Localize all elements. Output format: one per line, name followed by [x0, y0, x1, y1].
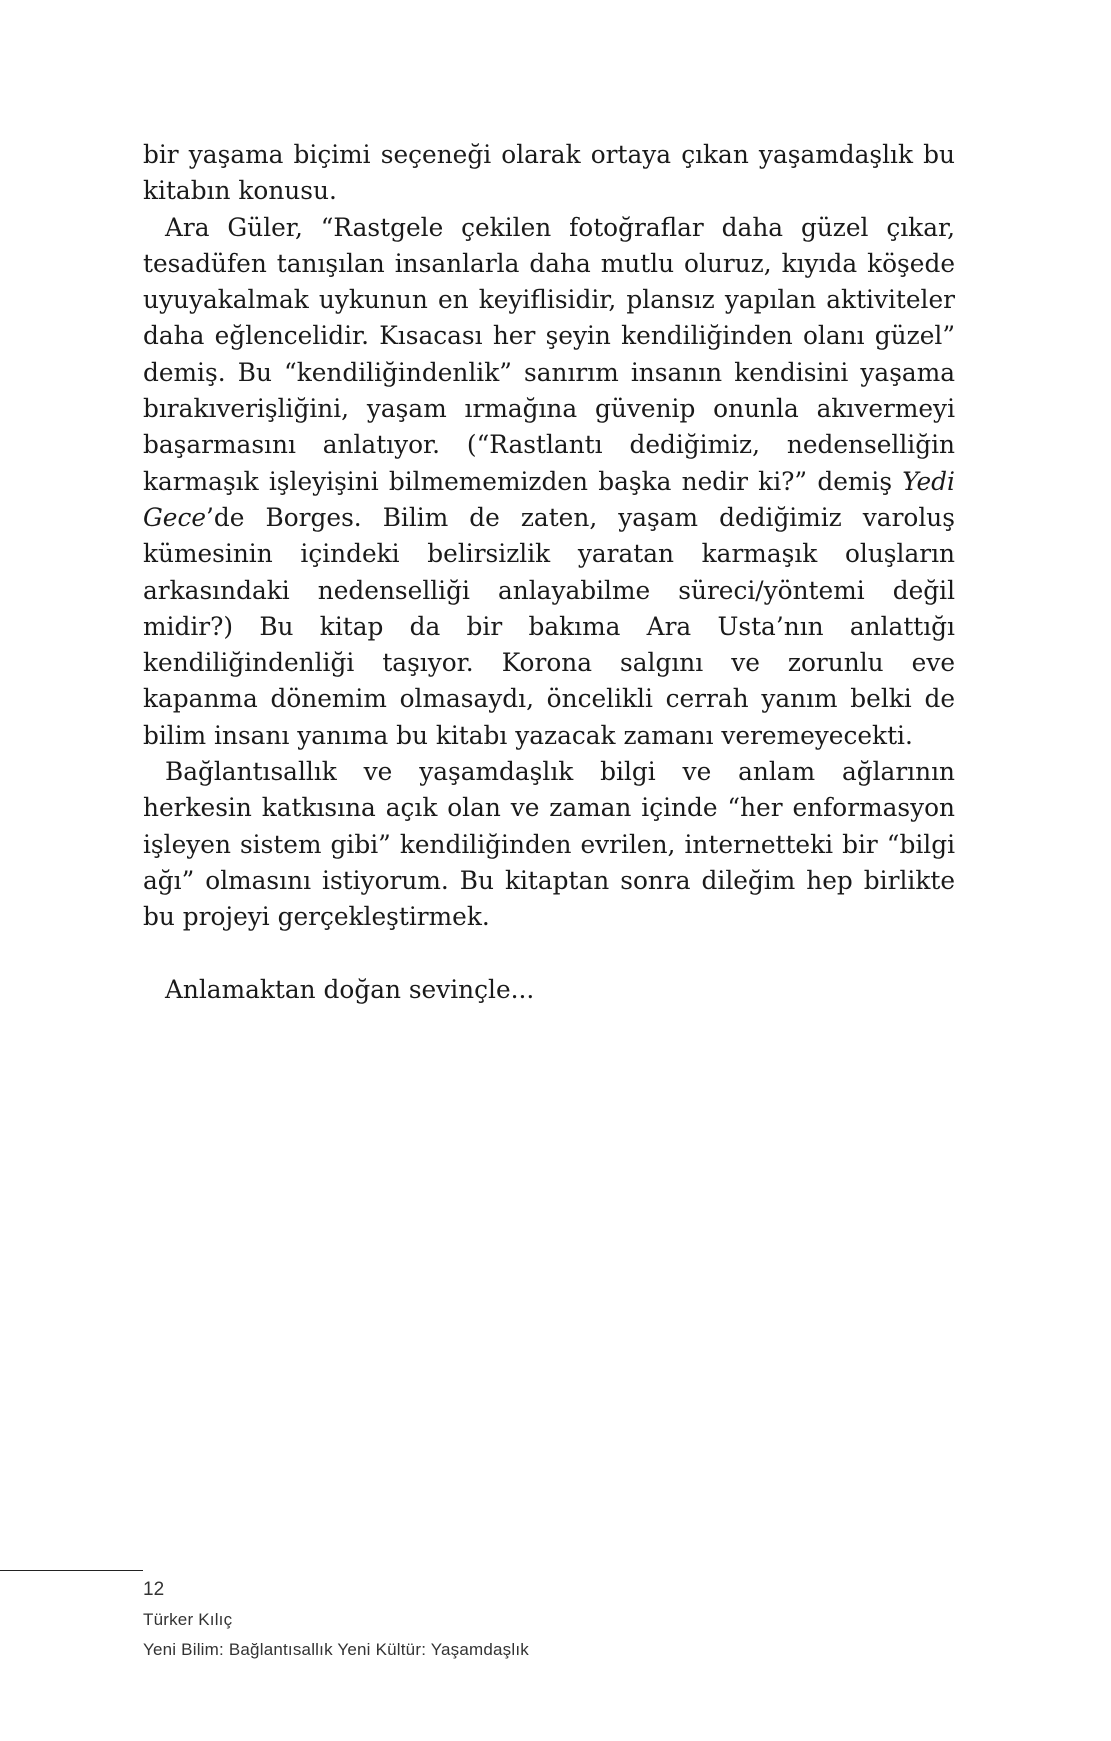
- closing-line: Anlamaktan doğan sevinçle...: [165, 974, 535, 1004]
- page-number: 12: [143, 1579, 165, 1600]
- page-body: [143, 137, 955, 1008]
- footer-divider: [0, 1570, 143, 1571]
- body-paragraph-1: bir yaşama biçimi seçeneği olarak ortaya çıkan yaşamdaşlık bu kitabın konusu.: [143, 140, 955, 206]
- body-paragraph-2: [143, 210, 955, 754]
- book-title-reference: Yedi Gece: [143, 466, 955, 532]
- page-footer: [143, 1575, 529, 1665]
- footer-book-title: Yeni Bilim: Bağlantısallık Yeni Kültür: Yaşamdaşlık: [143, 1640, 529, 1659]
- paragraph-2-text-start: Ara Güler, “Rastgele çekilen fotoğraflar daha güzel çıkar, tesadüfen tanışılan insanlarla daha mutlu oluruz, kıyıda köşede uyuyakalmak uykunun en keyiflisidir, plansız yapılan aktiviteler daha eğlencelidir. Kısacası her şeyin kendiliğinden olanı güzel” demiş. Bu “kendiliğindenlik” sanırım insanın kendisini yaşama bırakıverişliğini, yaşam ırmağına güvenip onunla akıvermeyi başarmasını anlatıyor. (“Rastlantı dediğimiz, nedenselliğin karmaşık işleyişini bilmememizden başka nedir ki?” demiş: [143, 212, 955, 496]
- body-paragraph-3: Bağlantısallık ve yaşamdaşlık bilgi ve anlam ağlarının herkesin katkısına açık olan ve zaman içinde “her enformasyon işleyen sistem gibi” kendiliğinden evrilen, internetteki bir “bilgi ağı” olmasını istiyorum. Bu kitaptan sonra dileğim hep birlikte bu projeyi gerçekleştirmek.: [143, 757, 955, 932]
- paragraph-2-text-end: ’de Borges. Bilim de zaten, yaşam dediğimiz varoluş kümesinin içindeki belirsizlik yaratan karmaşık oluşların arkasındaki nedenselliği anlayabilme süreci/yöntemi değil midir?) Bu kitap da bir bakıma Ara Usta’nın anlattığı kendiliğindenliği taşıyor. Korona salgını ve zorunlu eve kapanma dönemim olmasaydı, öncelikli cerrah yanım belki de bilim insanı yanıma bu kitabı yazacak zamanı veremeyecekti.: [143, 502, 955, 750]
- footer-author: Türker Kılıç: [143, 1610, 233, 1629]
